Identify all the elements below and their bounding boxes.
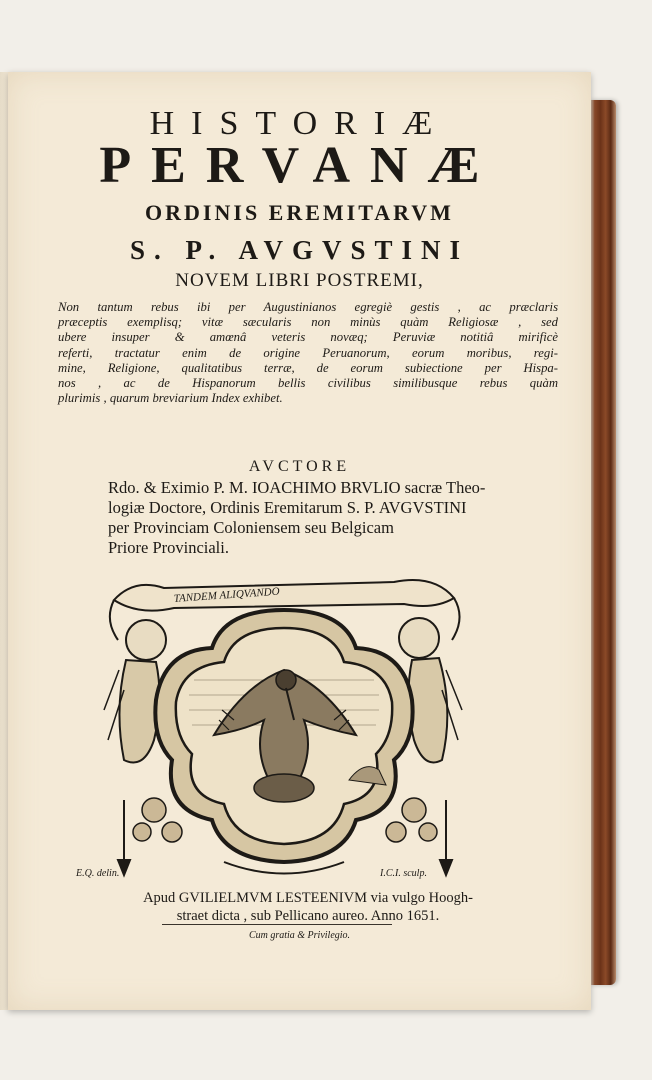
imprint-line: straet dicta , sub Pellicano aureo. Anno 1651. bbox=[176, 908, 440, 924]
book-spine bbox=[590, 100, 616, 985]
privilege-line: Cum gratia & Privilegio. bbox=[248, 930, 351, 941]
title-page bbox=[8, 72, 591, 1010]
title-line-2: PERVANÆ bbox=[99, 137, 500, 194]
description bbox=[58, 300, 558, 406]
auctore-heading: AVCTORE bbox=[248, 458, 351, 475]
author-line: Priore Provinciali. bbox=[108, 538, 229, 557]
motto-text: TANDEM ALIQVANDO bbox=[173, 585, 280, 605]
title-line-5: NOVEM LIBRI POSTREMI, bbox=[175, 270, 424, 291]
imprint-rule bbox=[162, 924, 392, 925]
description-line: mine, Religione, qualitatibus terræ, de eorum subiectione per Hispa- bbox=[58, 360, 558, 375]
description-line: ubere insuper & amœnâ veteris novæq; Peruviæ notitiâ mirificè bbox=[58, 330, 558, 345]
author-line: per Provinciam Coloniensem seu Belgicam bbox=[108, 518, 394, 537]
description-line: præceptis exemplisq; vitæ sæcularis non minùs quàm Religiosæ , sed bbox=[58, 315, 558, 330]
author-block bbox=[108, 478, 518, 558]
title-line-3: ORDINIS EREMITARVM bbox=[145, 200, 454, 225]
credit-right: I.C.I. sculp. bbox=[380, 868, 427, 879]
imprint-line: Apud GVILIELMVM LESTEENIVM via vulgo Hoogh- bbox=[143, 890, 473, 906]
description-line: referti, tractatur enim de origine Peruanorum, eorum moribus, regi- bbox=[58, 345, 558, 360]
author-line: logiæ Doctore, Ordinis Eremitarum S. P. AVGVSTINI bbox=[108, 498, 467, 517]
description-line: Non tantum rebus ibi per Augustinianos egregiè gestis , ac præclaris bbox=[58, 300, 558, 314]
description-line: nos , ac de Hispanorum bellis civilibus similibusque rebus quàm bbox=[58, 376, 558, 391]
pelican-engraving bbox=[94, 570, 474, 883]
imprint bbox=[58, 889, 558, 925]
title-line-4: S. P. AVGVSTINI bbox=[129, 235, 470, 265]
author-line: Rdo. & Eximio P. M. IOACHIMO BRVLIO sacræ Theo- bbox=[108, 478, 486, 497]
description-line: plurimis , quarum breviarium Index exhibet. bbox=[58, 391, 283, 406]
credit-left: E.Q. delin. bbox=[76, 868, 120, 879]
title-line-1: HISTORIÆ bbox=[149, 105, 450, 142]
